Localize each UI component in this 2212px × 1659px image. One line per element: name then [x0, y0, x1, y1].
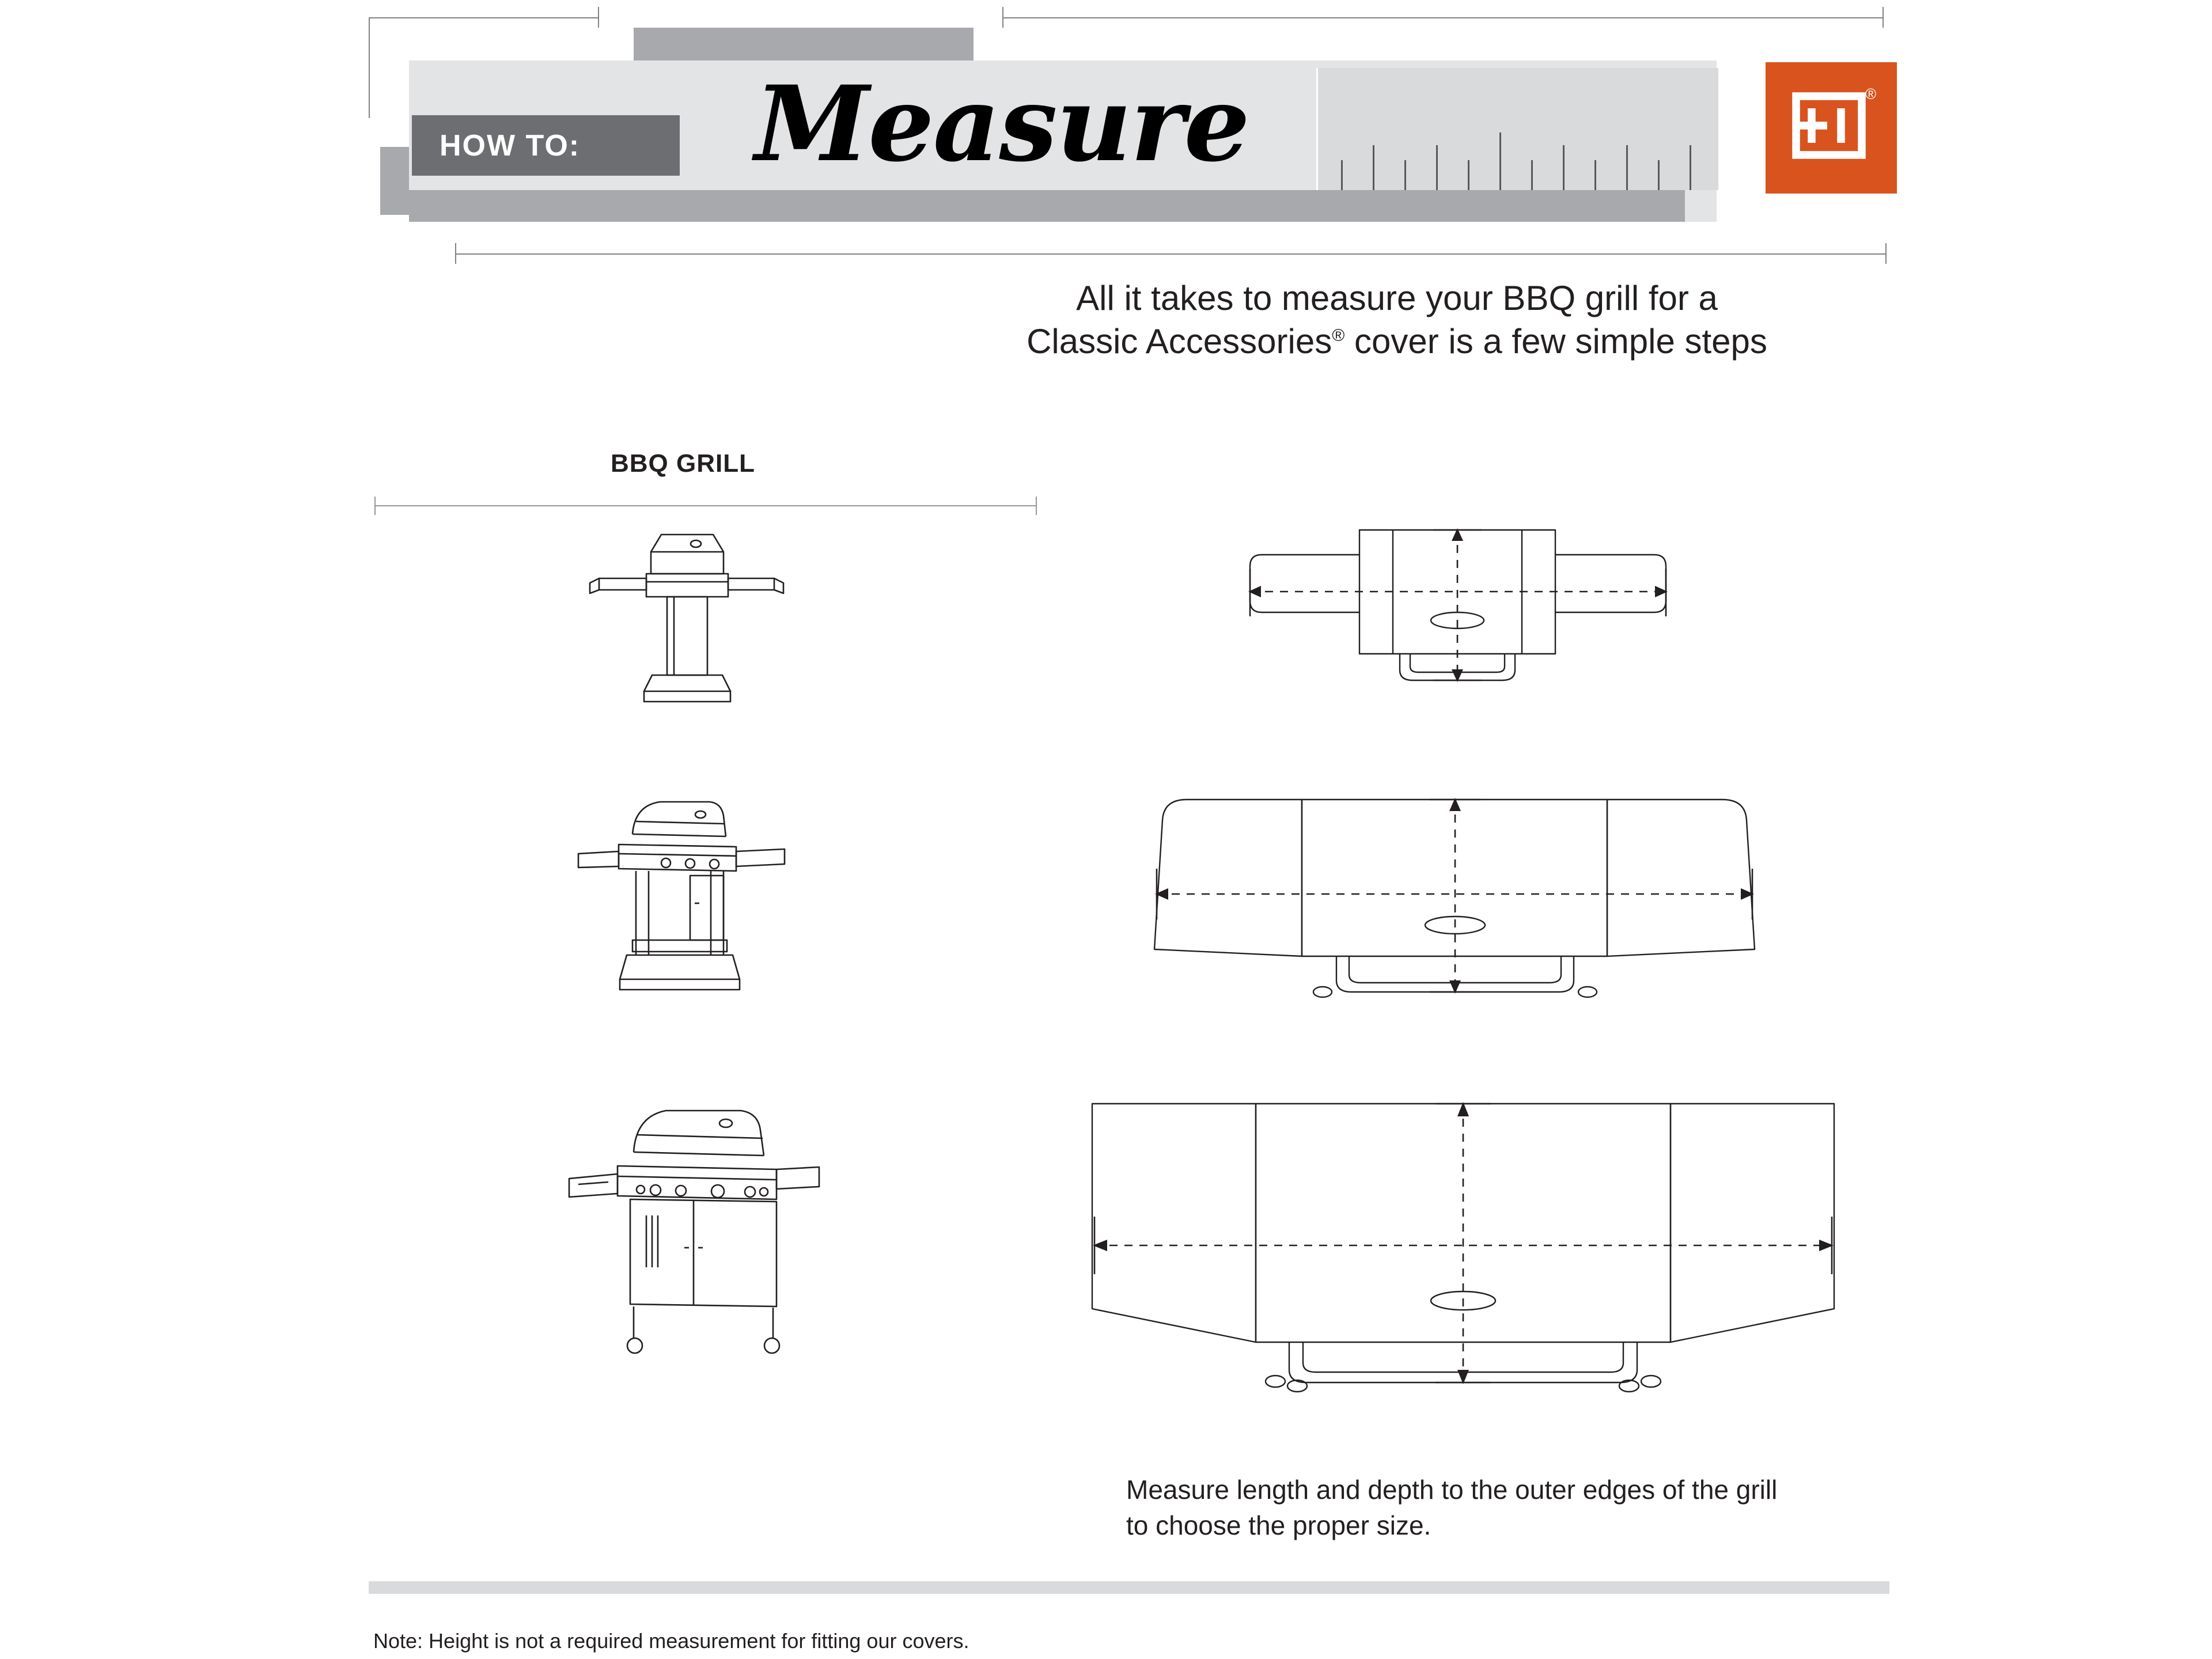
header-guide-tick-left	[598, 7, 599, 28]
section-title-bbq-grill: BBQ GRILL	[611, 449, 755, 478]
page-subtitle	[899, 276, 1895, 363]
how-to-label: HOW TO:	[440, 128, 581, 162]
header-guide-bottom	[455, 253, 1887, 255]
subtitle-brand: Classic Accessories	[1027, 322, 1332, 361]
cover-diagram-cart-small	[1146, 789, 1768, 1037]
footer-divider	[369, 1581, 1889, 1594]
measurement-caption	[1126, 1472, 1910, 1543]
classic-accessories-logo-icon	[1786, 82, 1872, 169]
logo-registered-mark: ®	[1865, 85, 1877, 103]
grill-illustration-cart-small	[559, 789, 818, 1014]
header-guide-bottom-tick-l	[455, 243, 456, 264]
how-to-badge	[412, 115, 680, 176]
header-guide-bottom-tick-r	[1885, 243, 1887, 264]
subtitle-line-1: All it takes to measure your BBQ grill for a	[1076, 279, 1718, 317]
caption-line-1: Measure length and depth to the outer edges of the grill	[1126, 1475, 1778, 1505]
page-header	[0, 0, 2212, 271]
header-guide-vertical-left	[369, 17, 370, 118]
caption-line-2: to choose the proper size.	[1126, 1510, 1431, 1541]
grill-illustration-cart-large	[553, 1094, 841, 1377]
header-guide-tick-right-b	[1883, 7, 1884, 28]
footer-note: Note: Height is not a required measurement for fitting our covers.	[373, 1629, 969, 1653]
header-guide-top-left	[369, 17, 599, 18]
header-band-gray	[409, 190, 1685, 222]
grill-illustration-pedestal	[565, 518, 806, 732]
header-guide-top-right	[1002, 17, 1884, 18]
section-divider-cap-right	[1036, 497, 1037, 515]
header-guide-tick-right-a	[1002, 7, 1003, 28]
ruler-graphic	[1316, 68, 1718, 190]
section-divider	[374, 505, 1037, 506]
subtitle-registered-mark: ®	[1332, 326, 1345, 345]
subtitle-line-2-rest: cover is a few simple steps	[1344, 322, 1767, 361]
subtitle-line-2	[899, 320, 1895, 363]
page-title: Measure	[755, 63, 1249, 185]
section-divider-cap-left	[374, 497, 376, 515]
header-accent-bar-top	[634, 28, 974, 63]
cover-diagram-pedestal	[1227, 516, 1688, 729]
cover-diagram-cart-large	[1083, 1094, 1843, 1423]
